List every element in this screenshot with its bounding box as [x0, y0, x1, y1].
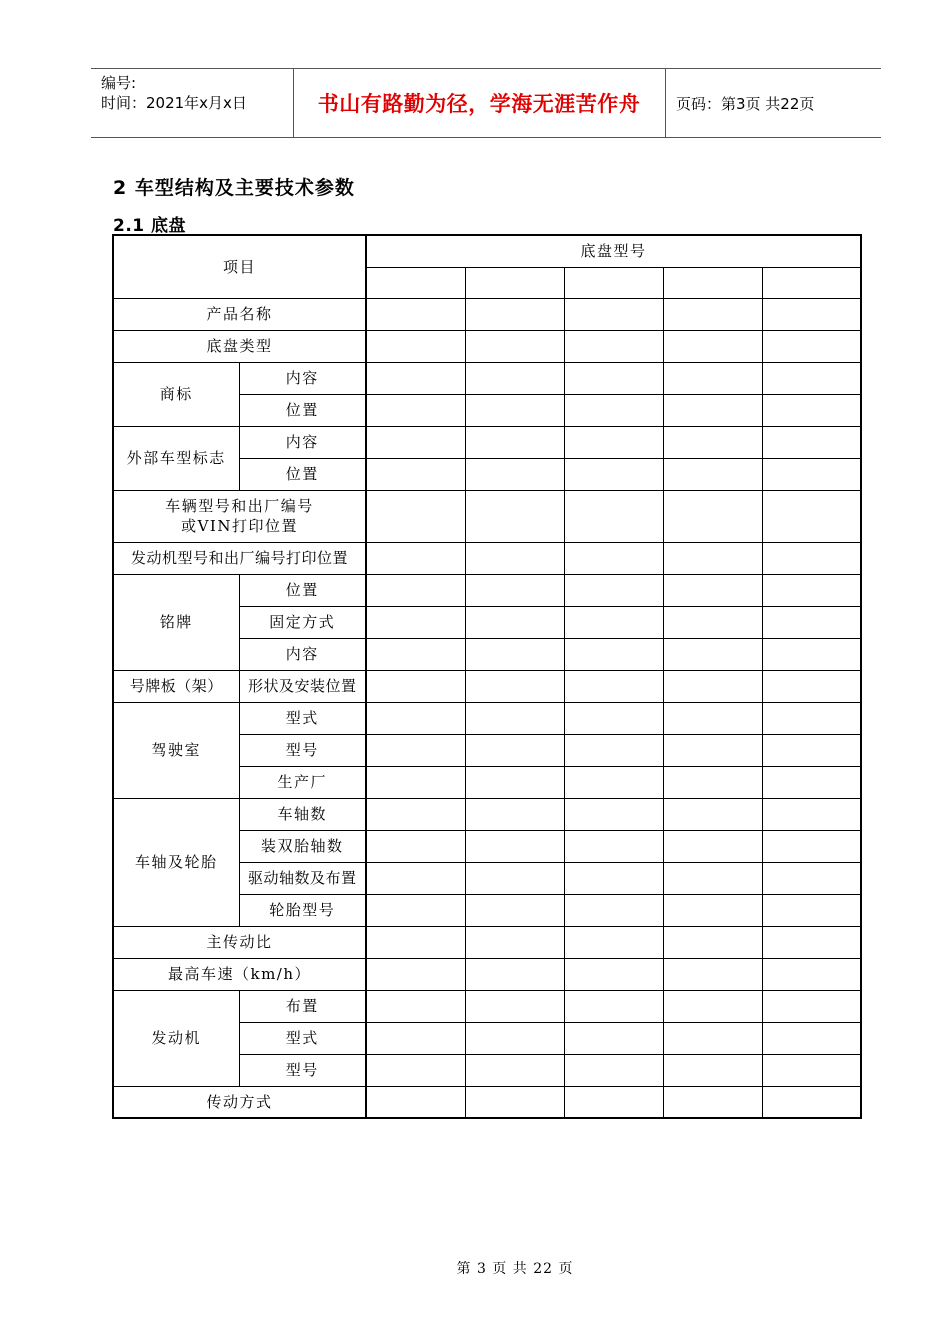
- row-sublabel: 内容: [239, 638, 366, 670]
- row-sublabel: 车轴数: [239, 798, 366, 830]
- value-cell[interactable]: [663, 1054, 762, 1086]
- value-cell[interactable]: [762, 1086, 861, 1118]
- value-cell[interactable]: [366, 990, 465, 1022]
- group-label: 驾驶室: [113, 702, 239, 798]
- value-cell[interactable]: [564, 394, 663, 426]
- table-row: [113, 298, 861, 330]
- value-cell[interactable]: [762, 958, 861, 990]
- model-cell[interactable]: [366, 267, 465, 298]
- table-row: [113, 426, 861, 458]
- value-cell[interactable]: [366, 862, 465, 894]
- row-label: 最高车速（km/h）: [113, 958, 366, 990]
- value-cell[interactable]: [366, 766, 465, 798]
- value-cell[interactable]: [663, 606, 762, 638]
- value-cell[interactable]: [762, 606, 861, 638]
- table-row: [113, 330, 861, 362]
- model-cell[interactable]: [762, 267, 861, 298]
- value-cell[interactable]: [564, 330, 663, 362]
- row-sublabel: 形状及安装位置: [239, 670, 366, 702]
- value-cell[interactable]: [663, 862, 762, 894]
- value-cell[interactable]: [762, 702, 861, 734]
- value-cell[interactable]: [762, 330, 861, 362]
- value-cell[interactable]: [465, 330, 564, 362]
- value-cell[interactable]: [465, 958, 564, 990]
- value-cell[interactable]: [366, 894, 465, 926]
- value-cell[interactable]: [663, 542, 762, 574]
- row-label: 发动机型号和出厂编号打印位置: [113, 542, 366, 574]
- value-cell[interactable]: [663, 958, 762, 990]
- value-cell[interactable]: [762, 670, 861, 702]
- value-cell[interactable]: [366, 426, 465, 458]
- row-sublabel: 位置: [239, 458, 366, 490]
- row-sublabel: 固定方式: [239, 606, 366, 638]
- value-cell[interactable]: [762, 298, 861, 330]
- value-cell[interactable]: [762, 798, 861, 830]
- table-header-row: [113, 235, 861, 267]
- value-cell[interactable]: [465, 362, 564, 394]
- row-sublabel: 位置: [239, 394, 366, 426]
- row-sublabel: 位置: [239, 574, 366, 606]
- header-page-info: 页码：第3页 共22页: [676, 95, 815, 113]
- value-cell[interactable]: [366, 702, 465, 734]
- value-cell[interactable]: [564, 458, 663, 490]
- number-label: 编号:: [101, 74, 137, 92]
- group-label: 铭牌: [113, 574, 239, 670]
- value-cell[interactable]: [663, 362, 762, 394]
- value-cell[interactable]: [465, 638, 564, 670]
- page-header: [91, 68, 881, 138]
- value-cell[interactable]: [465, 298, 564, 330]
- value-cell[interactable]: [366, 458, 465, 490]
- table-row: [113, 926, 861, 958]
- value-cell[interactable]: [663, 1022, 762, 1054]
- value-cell[interactable]: [564, 766, 663, 798]
- value-cell[interactable]: [762, 734, 861, 766]
- value-cell[interactable]: [465, 606, 564, 638]
- value-cell[interactable]: [465, 394, 564, 426]
- value-cell[interactable]: [663, 638, 762, 670]
- value-cell[interactable]: [762, 1054, 861, 1086]
- value-cell[interactable]: [366, 734, 465, 766]
- header-meta: [101, 73, 247, 113]
- group-label: 商标: [113, 362, 239, 426]
- value-cell[interactable]: [564, 990, 663, 1022]
- value-cell[interactable]: [762, 1022, 861, 1054]
- value-cell[interactable]: [663, 490, 762, 542]
- group-label: 号牌板（架）: [113, 670, 239, 702]
- value-cell[interactable]: [663, 926, 762, 958]
- value-cell[interactable]: [366, 798, 465, 830]
- value-cell[interactable]: [762, 990, 861, 1022]
- table-row: [113, 490, 861, 542]
- row-label: [113, 490, 366, 542]
- value-cell[interactable]: [564, 670, 663, 702]
- value-cell[interactable]: [663, 330, 762, 362]
- value-cell[interactable]: [465, 990, 564, 1022]
- value-cell[interactable]: [366, 670, 465, 702]
- value-cell[interactable]: [465, 1086, 564, 1118]
- row-sublabel: 型式: [239, 702, 366, 734]
- value-cell[interactable]: [663, 734, 762, 766]
- row-sublabel: 轮胎型号: [239, 894, 366, 926]
- value-cell[interactable]: [465, 542, 564, 574]
- value-cell[interactable]: [564, 542, 663, 574]
- value-cell[interactable]: [762, 574, 861, 606]
- row-label: 传动方式: [113, 1086, 366, 1118]
- value-cell[interactable]: [762, 638, 861, 670]
- header-divider: [665, 69, 666, 137]
- value-cell[interactable]: [663, 426, 762, 458]
- page-footer: 第 3 页 共 22 页: [456, 1261, 574, 1277]
- value-cell[interactable]: [366, 1022, 465, 1054]
- value-cell[interactable]: [564, 426, 663, 458]
- value-cell[interactable]: [366, 330, 465, 362]
- value-cell[interactable]: [762, 394, 861, 426]
- value-cell[interactable]: [564, 574, 663, 606]
- value-cell[interactable]: [663, 1086, 762, 1118]
- row-sublabel: 内容: [239, 362, 366, 394]
- value-cell[interactable]: [762, 926, 861, 958]
- value-cell[interactable]: [663, 702, 762, 734]
- value-cell[interactable]: [366, 362, 465, 394]
- vin-line-2: 或VIN打印位置: [181, 517, 298, 535]
- table-row: [113, 574, 861, 606]
- value-cell[interactable]: [366, 958, 465, 990]
- table-row: [113, 958, 861, 990]
- model-cell[interactable]: [564, 267, 663, 298]
- value-cell[interactable]: [366, 1054, 465, 1086]
- row-label: 主传动比: [113, 926, 366, 958]
- value-cell[interactable]: [564, 1022, 663, 1054]
- value-cell[interactable]: [366, 394, 465, 426]
- value-cell[interactable]: [465, 458, 564, 490]
- row-sublabel: 布置: [239, 990, 366, 1022]
- table-row: [113, 702, 861, 734]
- value-cell[interactable]: [663, 798, 762, 830]
- value-cell[interactable]: [465, 830, 564, 862]
- value-cell[interactable]: [564, 1086, 663, 1118]
- value-cell[interactable]: [663, 394, 762, 426]
- value-cell[interactable]: [762, 766, 861, 798]
- value-cell[interactable]: [564, 362, 663, 394]
- row-sublabel: 型式: [239, 1022, 366, 1054]
- value-cell[interactable]: [465, 798, 564, 830]
- value-cell[interactable]: [465, 702, 564, 734]
- value-cell[interactable]: [564, 298, 663, 330]
- value-cell[interactable]: [564, 606, 663, 638]
- value-cell[interactable]: [366, 1086, 465, 1118]
- value-cell[interactable]: [663, 670, 762, 702]
- value-cell[interactable]: [762, 458, 861, 490]
- value-cell[interactable]: [366, 490, 465, 542]
- value-cell[interactable]: [366, 926, 465, 958]
- value-cell[interactable]: [465, 862, 564, 894]
- table-row: [113, 798, 861, 830]
- value-cell[interactable]: [564, 958, 663, 990]
- vin-line-1: 车辆型号和出厂编号: [165, 497, 314, 515]
- group-label: 外部车型标志: [113, 426, 239, 490]
- value-cell[interactable]: [564, 638, 663, 670]
- row-sublabel: 型号: [239, 734, 366, 766]
- section-title: 2 车型结构及主要技术参数: [113, 177, 355, 199]
- group-label: 发动机: [113, 990, 239, 1086]
- value-cell[interactable]: [465, 490, 564, 542]
- subsection-title: 2.1 底盘: [113, 216, 187, 236]
- table-row: [113, 1086, 861, 1118]
- row-sublabel: 装双胎轴数: [239, 830, 366, 862]
- chassis-parameters-table: [112, 234, 862, 1119]
- row-sublabel: 生产厂: [239, 766, 366, 798]
- row-sublabel: 内容: [239, 426, 366, 458]
- table-row: [113, 362, 861, 394]
- value-cell[interactable]: [762, 894, 861, 926]
- value-cell[interactable]: [663, 894, 762, 926]
- value-cell[interactable]: [366, 638, 465, 670]
- value-cell[interactable]: [564, 862, 663, 894]
- value-cell[interactable]: [465, 1054, 564, 1086]
- value-cell[interactable]: [663, 830, 762, 862]
- value-cell[interactable]: [465, 426, 564, 458]
- group-label: 车轴及轮胎: [113, 798, 239, 926]
- value-cell[interactable]: [762, 490, 861, 542]
- value-cell[interactable]: [564, 830, 663, 862]
- value-cell[interactable]: [564, 1054, 663, 1086]
- value-cell[interactable]: [663, 298, 762, 330]
- model-cell[interactable]: [465, 267, 564, 298]
- value-cell[interactable]: [465, 926, 564, 958]
- value-cell[interactable]: [465, 670, 564, 702]
- value-cell[interactable]: [663, 766, 762, 798]
- time-label: 时间：2021年x月x日: [101, 94, 247, 112]
- model-header: 底盘型号: [366, 235, 861, 267]
- value-cell[interactable]: [465, 766, 564, 798]
- value-cell[interactable]: [465, 1022, 564, 1054]
- table-row: [113, 542, 861, 574]
- row-sublabel: 型号: [239, 1054, 366, 1086]
- value-cell[interactable]: [564, 490, 663, 542]
- item-header: 项目: [113, 235, 366, 298]
- value-cell[interactable]: [465, 574, 564, 606]
- value-cell[interactable]: [762, 426, 861, 458]
- header-motto: 书山有路勤为径，学海无涯苦作舟: [317, 92, 641, 116]
- value-cell[interactable]: [762, 362, 861, 394]
- table-row: [113, 990, 861, 1022]
- value-cell[interactable]: [564, 926, 663, 958]
- table-row: [113, 670, 861, 702]
- value-cell[interactable]: [465, 734, 564, 766]
- value-cell[interactable]: [564, 894, 663, 926]
- value-cell[interactable]: [663, 574, 762, 606]
- value-cell[interactable]: [663, 990, 762, 1022]
- model-cell[interactable]: [663, 267, 762, 298]
- value-cell[interactable]: [663, 458, 762, 490]
- value-cell[interactable]: [366, 606, 465, 638]
- value-cell[interactable]: [564, 734, 663, 766]
- row-label: 产品名称: [113, 298, 366, 330]
- value-cell[interactable]: [366, 830, 465, 862]
- value-cell[interactable]: [564, 702, 663, 734]
- value-cell[interactable]: [564, 798, 663, 830]
- row-label: 底盘类型: [113, 330, 366, 362]
- value-cell[interactable]: [366, 542, 465, 574]
- row-sublabel: 驱动轴数及布置: [239, 862, 366, 894]
- value-cell[interactable]: [366, 298, 465, 330]
- value-cell[interactable]: [366, 574, 465, 606]
- value-cell[interactable]: [762, 830, 861, 862]
- value-cell[interactable]: [465, 894, 564, 926]
- value-cell[interactable]: [762, 862, 861, 894]
- value-cell[interactable]: [762, 542, 861, 574]
